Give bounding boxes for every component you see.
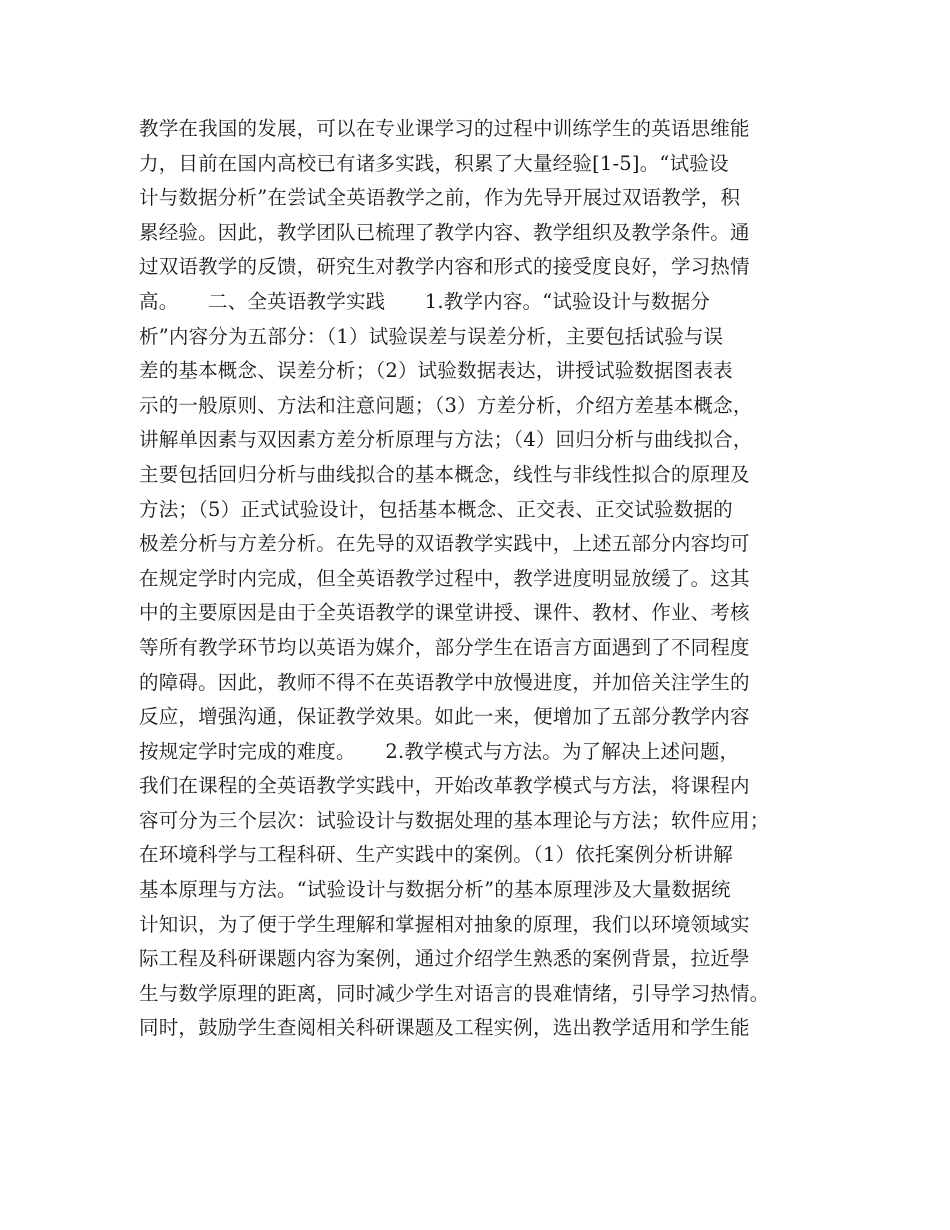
text-line: 方法；（5）正式试验设计，包括基本概念、正交表、正交试验数据的 [139,497,733,521]
text-line: 生与数学原理的距离，同时减少学生对语言的畏难情绪，引导学习热情。 [139,981,770,1005]
text-line: 按规定学时完成的难度。 2.教学模式与方法。为了解决上述问题， [139,739,740,763]
text-line: 极差分析与方差分析。在先导的双语教学实践中，上述五部分内容均可 [139,532,750,556]
text-line: 我们在课程的全英语教学实践中，开始改革教学模式与方法，将课程内 [139,774,750,798]
text-line: 析”内容分为五部分：（1）试验误差与误差分析，主要包括试验与误 [139,324,724,348]
text-line: 力，目前在国内高校已有诸多实践，积累了大量经验[1-5]。“试验设 [139,151,729,175]
text-line: 在环境科学与工程科研、生产实践中的案例。（1）依托案例分析讲解 [139,843,733,867]
text-line: 计知识，为了便于学生理解和掌握相对抽象的原理，我们以环境领域实 [139,912,750,936]
text-line: 容可分为三个层次：试验设计与数据处理的基本理论与方法；软件应用； [139,808,770,832]
text-line: 主要包括回归分析与曲线拟合的基本概念，线性与非线性拟合的原理及 [139,462,750,486]
text-line: 过双语教学的反馈，研究生对教学内容和形式的接受度良好，学习热情 [139,255,750,279]
text-line: 中的主要原因是由于全英语教学的课堂讲授、课件、教材、作业、考核 [139,601,750,625]
text-line: 的障碍。因此，教师不得不在英语教学中放慢进度，并加倍关注学生的 [139,670,750,694]
text-line: 累经验。因此，教学团队已梳理了教学内容、教学组织及教学条件。通 [139,220,750,244]
text-line: 教学在我国的发展，可以在专业课学习的过程中训练学生的英语思维能 [139,117,750,140]
text-line: 高。 二、全英语教学实践 1.教学内容。“试验设计与数据分 [139,289,711,313]
body-paragraph [139,112,839,1046]
text-line: 同时，鼓励学生查阅相关科研课题及工程实例，选出教学适用和学生能 [139,1016,750,1040]
text-line: 讲解单因素与双因素方差分析原理与方法；（4）回归分析与曲线拟合， [139,428,753,452]
text-line: 在规定学时内完成，但全英语教学过程中，教学进度明显放缓了。这其 [139,566,750,590]
text-line: 计与数据分析”在尝试全英语教学之前，作为先导开展过双语教学，积 [139,186,741,210]
text-line: 等所有教学环节均以英语为媒介，部分学生在语言方面遇到了不同程度 [139,635,750,659]
text-line: 示的一般原则、方法和注意问题；（3）方差分析，介绍方差基本概念， [139,393,753,417]
text-line: 基本原理与方法。“试验设计与数据分析”的基本原理涉及大量数据统 [139,878,731,902]
text-line: 反应，增强沟通，保证教学效果。如此一来，便增加了五部分教学内容 [139,705,750,729]
text-line: 际工程及科研课题内容为案例，通过介绍学生熟悉的案例背景，拉近學 [139,947,750,971]
text-line: 差的基本概念、误差分析；（2）试验数据表达，讲授试验数据图表表 [139,359,733,383]
